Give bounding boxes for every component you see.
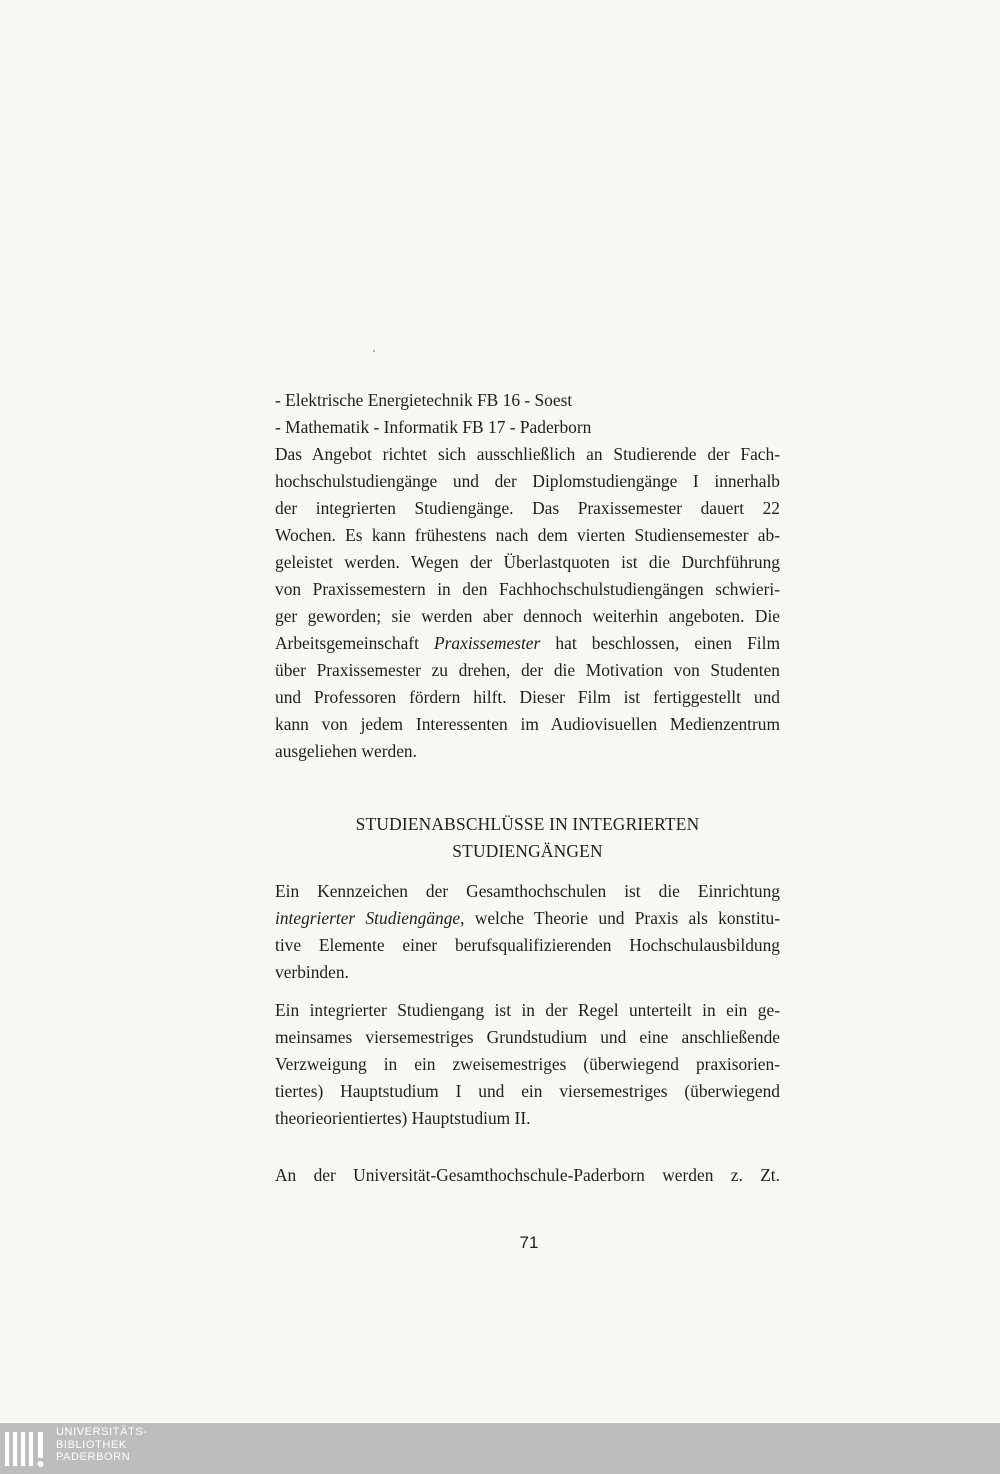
italic-term: integrierter Studiengänge (275, 908, 461, 928)
paragraph-praxissemester (275, 441, 780, 765)
list-item: - Mathematik - Informatik FB 17 - Paderborn (275, 417, 592, 437)
heading-line: STUDIENGÄNGEN (452, 841, 603, 861)
paragraph-line: kann von jedem Interessenten im Audiovisuellen Medienzentrum (275, 714, 780, 734)
library-name-line: UNIVERSITÄTS- (56, 1426, 148, 1438)
library-name-line: PADERBORN (56, 1451, 131, 1463)
paragraph-line: der integrierten Studiengänge. Das Praxissemester dauert 22 (275, 498, 780, 518)
paragraph-studiengang (275, 997, 780, 1132)
paragraph-kennzeichen (275, 878, 780, 986)
section-heading (275, 811, 780, 865)
page-number: 71 (519, 1233, 539, 1252)
paragraph-line: ger geworden; sie werden aber dennoch weiterhin angeboten. Die (275, 606, 780, 626)
paragraph-line: An der Universität-Gesamthochschule-Paderborn werden z. Zt. (275, 1165, 780, 1185)
paragraph-line: geleistet werden. Wegen der Überlastquoten ist die Durchführung (275, 552, 780, 572)
library-bars-icon (4, 1428, 52, 1470)
paragraph-line: von Praxissemestern in den Fachhochschulstudiengängen schwieri- (275, 579, 780, 599)
italic-term: Praxissemester (434, 633, 541, 653)
paragraph-line: meinsames viersemestriges Grundstudium und eine anschließende (275, 1027, 780, 1047)
library-footer (0, 1423, 1000, 1474)
heading-line: STUDIENABSCHLÜSSE IN INTEGRIERTEN (355, 814, 700, 834)
paragraph-line: Wochen. Es kann frühestens nach dem vierten Studiensemester ab- (275, 525, 780, 545)
paragraph-line: verbinden. (275, 962, 349, 982)
paragraph-line: ausgeliehen werden. (275, 741, 417, 761)
line-text: , welche Theorie und Praxis als konstitu- (460, 908, 780, 928)
paragraph-line: tive Elemente einer berufsqualifizierenden Hochschulausbildung (275, 935, 780, 955)
paragraph-line: hochschulstudiengänge und der Diplomstudiengänge I innerhalb (275, 471, 780, 491)
line-text: hat beschlossen, einen Film (555, 633, 780, 653)
paragraph-line (275, 630, 780, 657)
list-item: - Elektrische Energietechnik FB 16 - Soest (275, 390, 573, 410)
paragraph-paderborn (275, 1162, 780, 1189)
library-name (56, 1426, 148, 1464)
library-name-line: BIBLIOTHEK (56, 1438, 127, 1451)
paragraph-line: und Professoren fördern hilft. Dieser Film ist fertiggestellt und (275, 687, 780, 707)
paragraph-line: tiertes) Hauptstudium I und ein viersemestriges (überwiegend (275, 1081, 780, 1101)
scan-speck (373, 350, 375, 352)
paragraph-line: über Praxissemester zu drehen, der die Motivation von Studenten (275, 660, 780, 680)
paragraph-line: Ein Kennzeichen der Gesamthochschulen ist die Einrichtung (275, 881, 780, 901)
paragraph-line: Das Angebot richtet sich ausschließlich an Studierende der Fach- (275, 444, 780, 464)
paragraph-line (275, 905, 780, 932)
program-list (275, 387, 780, 441)
paragraph-line: Verzweigung in ein zweisemestriges (überwiegend praxisorien- (275, 1054, 780, 1074)
paragraph-line: theorieorientiertes) Hauptstudium II. (275, 1108, 531, 1128)
line-text: Arbeitsgemeinschaft (275, 633, 419, 653)
paragraph-line: Ein integrierter Studiengang ist in der Regel unterteilt in ein ge- (275, 1000, 780, 1020)
